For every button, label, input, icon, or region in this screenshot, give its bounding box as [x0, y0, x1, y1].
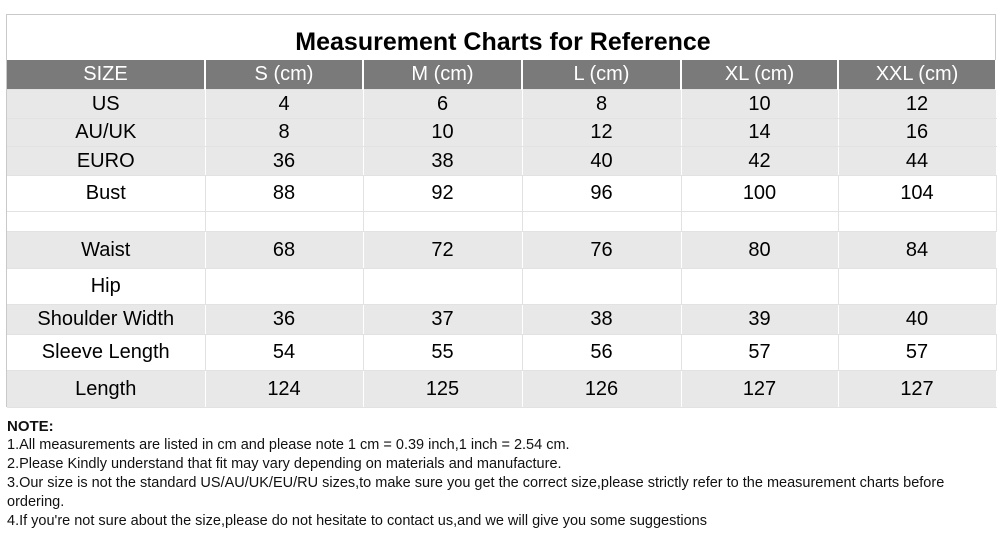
- header-size: SIZE: [7, 60, 205, 90]
- header-s: S (cm): [205, 60, 363, 90]
- table-cell: 39: [681, 305, 838, 335]
- header-m: M (cm): [363, 60, 522, 90]
- table-cell: 92: [363, 176, 522, 212]
- table-cell: 57: [838, 335, 996, 371]
- table-cell: 125: [363, 371, 522, 408]
- table-cell: 55: [363, 335, 522, 371]
- row-label: Shoulder Width: [7, 305, 205, 335]
- table-cell: 126: [522, 371, 681, 408]
- table-cell: [681, 269, 838, 305]
- table-row: [7, 371, 996, 408]
- table-row: [7, 232, 996, 269]
- table-cell: 57: [681, 335, 838, 371]
- table-row: [7, 90, 996, 119]
- row-label: EURO: [7, 147, 205, 176]
- table-cell: 68: [205, 232, 363, 269]
- table-cell: 84: [838, 232, 996, 269]
- table-cell: 54: [205, 335, 363, 371]
- table-cell: [205, 269, 363, 305]
- table-cell: [363, 212, 522, 232]
- note-line: 4.If you're not sure about the size,please do not hesitate to contact us,and we will give you some suggestions: [7, 513, 707, 529]
- table-cell: 76: [522, 232, 681, 269]
- notes-section: [7, 417, 997, 531]
- table-cell: [838, 269, 996, 305]
- row-label: Hip: [7, 269, 205, 305]
- table-cell: 44: [838, 147, 996, 176]
- table-cell: 88: [205, 176, 363, 212]
- table-cell: [838, 212, 996, 232]
- table-cell: 38: [363, 147, 522, 176]
- table-cell: 80: [681, 232, 838, 269]
- table-cell: 8: [205, 119, 363, 147]
- row-label: Sleeve Length: [7, 335, 205, 371]
- table-cell: 127: [681, 371, 838, 408]
- table-row: [7, 119, 996, 147]
- row-label: Length: [7, 371, 205, 408]
- table-cell: 40: [522, 147, 681, 176]
- row-label: [7, 212, 205, 232]
- table-row: [7, 212, 996, 232]
- table-cell: 6: [363, 90, 522, 119]
- table-cell: 16: [838, 119, 996, 147]
- table-cell: 124: [205, 371, 363, 408]
- note-line: 3.Our size is not the standard US/AU/UK/EU/RU sizes,to make sure you get the correct size,please strictly refer to the measurement charts before ordering.: [7, 475, 945, 510]
- table-cell: 10: [363, 119, 522, 147]
- table-cell: 36: [205, 147, 363, 176]
- table-cell: 12: [838, 90, 996, 119]
- table-row: [7, 147, 996, 176]
- header-xl: XL (cm): [681, 60, 838, 90]
- table-header-row: [7, 60, 996, 90]
- table-cell: 4: [205, 90, 363, 119]
- table-cell: 72: [363, 232, 522, 269]
- notes-heading: NOTE:: [7, 418, 54, 435]
- note-line: 1.All measurements are listed in cm and please note 1 cm = 0.39 inch,1 inch = 2.54 cm.: [7, 437, 570, 453]
- table-cell: 100: [681, 176, 838, 212]
- table-cell: [205, 212, 363, 232]
- table-cell: 96: [522, 176, 681, 212]
- table-cell: 37: [363, 305, 522, 335]
- table-row: [7, 305, 996, 335]
- row-label: AU/UK: [7, 119, 205, 147]
- table-cell: 36: [205, 305, 363, 335]
- table-row: [7, 176, 996, 212]
- table-cell: 38: [522, 305, 681, 335]
- row-label: Waist: [7, 232, 205, 269]
- table-cell: [681, 212, 838, 232]
- table-cell: 127: [838, 371, 996, 408]
- table-cell: [363, 269, 522, 305]
- row-label: US: [7, 90, 205, 119]
- table-cell: [522, 269, 681, 305]
- table-row: [7, 269, 996, 305]
- page-title: Measurement Charts for Reference: [295, 28, 711, 56]
- table-cell: 56: [522, 335, 681, 371]
- header-xxl: XXL (cm): [838, 60, 996, 90]
- table-cell: 10: [681, 90, 838, 119]
- table-cell: 104: [838, 176, 996, 212]
- table-cell: 12: [522, 119, 681, 147]
- table-cell: 42: [681, 147, 838, 176]
- table-cell: 40: [838, 305, 996, 335]
- row-label: Bust: [7, 176, 205, 212]
- note-line: 2.Please Kindly understand that fit may vary depending on materials and manufacture.: [7, 456, 562, 472]
- table-cell: 8: [522, 90, 681, 119]
- size-table: [7, 60, 997, 408]
- table-cell: 14: [681, 119, 838, 147]
- table-cell: [522, 212, 681, 232]
- table-row: [7, 335, 996, 371]
- header-l: L (cm): [522, 60, 681, 90]
